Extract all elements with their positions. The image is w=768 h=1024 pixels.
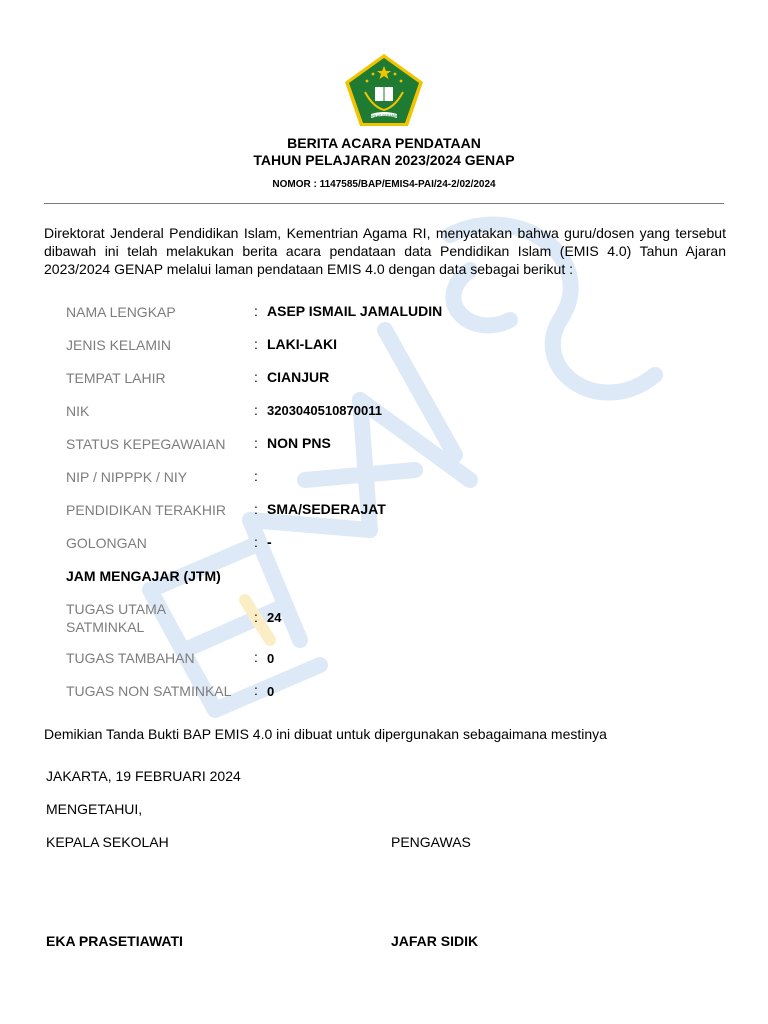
mengetahui-label: MENGETAHUI, xyxy=(46,801,143,817)
jtm-heading: JAM MENGAJAR (JTM) xyxy=(66,568,221,584)
svg-text:IKHLAS BERAMAL: IKHLAS BERAMAL xyxy=(368,114,400,118)
header-divider xyxy=(44,203,724,204)
jtm-label-tugas-tambahan: TUGAS TAMBAHAN xyxy=(66,650,195,666)
field-label-golongan: GOLONGAN xyxy=(66,535,147,551)
field-value-nik: 3203040510870011 xyxy=(267,403,382,418)
jtm-value-tugas-utama: 24 xyxy=(267,610,282,625)
field-value-status-kepegawaian: NON PNS xyxy=(267,435,331,451)
right-signatory-name: JAFAR SIDIK xyxy=(391,933,479,949)
colon: : xyxy=(254,609,258,625)
left-signatory-name: EKA PRASETIAWATI xyxy=(46,933,183,949)
field-label-tempat-lahir: TEMPAT LAHIR xyxy=(66,370,166,386)
jtm-value-tugas-non-satminkal: 0 xyxy=(267,684,275,699)
colon: : xyxy=(254,468,258,484)
colon: : xyxy=(254,369,258,385)
colon: : xyxy=(254,303,258,319)
place-date: JAKARTA, 19 FEBRUARI 2024 xyxy=(46,768,241,784)
jtm-value-tugas-tambahan: 0 xyxy=(267,651,275,666)
intro-paragraph: Direktorat Jenderal Pendidikan Islam, Kementrian Agama RI, menyatakan bahwa guru/dosen yang tersebut dibawah ini telah melakukan berita acara pendataan data Pendidikan Islam (EMIS 4.0) Tahun Ajaran 2023/2024 GENAP melalui laman pendataan EMIS 4.0 dengan data sebagai berikut : xyxy=(44,225,726,277)
academic-year-title: TAHUN PELAJARAN 2023/2024 GENAP xyxy=(253,152,515,168)
field-label-nama: NAMA LENGKAP xyxy=(66,304,176,320)
field-value-tempat-lahir: CIANJUR xyxy=(267,369,330,385)
colon: : xyxy=(254,501,258,517)
field-label-pendidikan: PENDIDIKAN TERAKHIR xyxy=(66,502,226,518)
field-label-jenis-kelamin: JENIS KELAMIN xyxy=(66,337,172,353)
field-value-golongan: - xyxy=(267,534,272,550)
colon: : xyxy=(254,435,258,451)
right-signatory-role: PENGAWAS xyxy=(391,834,471,850)
field-label-nip: NIP / NIPPPK / NIY xyxy=(66,469,188,485)
kemenag-logo xyxy=(343,52,425,128)
closing-statement: Demikian Tanda Bukti BAP EMIS 4.0 ini dibuat untuk dipergunakan sebagaimana mestinya xyxy=(44,726,607,742)
left-signatory-role: KEPALA SEKOLAH xyxy=(46,834,169,850)
field-value-nama: ASEP ISMAIL JAMALUDIN xyxy=(267,303,443,319)
document-number: NOMOR : 1147585/BAP/EMIS4-PAI/24-2/02/2024 xyxy=(272,179,496,190)
document-title: BERITA ACARA PENDATAAN xyxy=(287,135,481,151)
colon: : xyxy=(254,336,258,352)
colon: : xyxy=(254,534,258,550)
field-label-nik: NIK xyxy=(66,403,90,419)
field-label-status-kepegawaian: STATUS KEPEGAWAIAN xyxy=(66,436,226,452)
field-value-pendidikan: SMA/SEDERAJAT xyxy=(267,501,386,517)
field-value-jenis-kelamin: LAKI-LAKI xyxy=(267,336,337,352)
jtm-label-tugas-utama: TUGAS UTAMA SATMINKAL xyxy=(66,601,166,635)
jtm-label-tugas-non-satminkal: TUGAS NON SATMINKAL xyxy=(66,683,232,699)
colon: : xyxy=(254,649,258,665)
colon: : xyxy=(254,682,258,698)
colon: : xyxy=(254,402,258,418)
